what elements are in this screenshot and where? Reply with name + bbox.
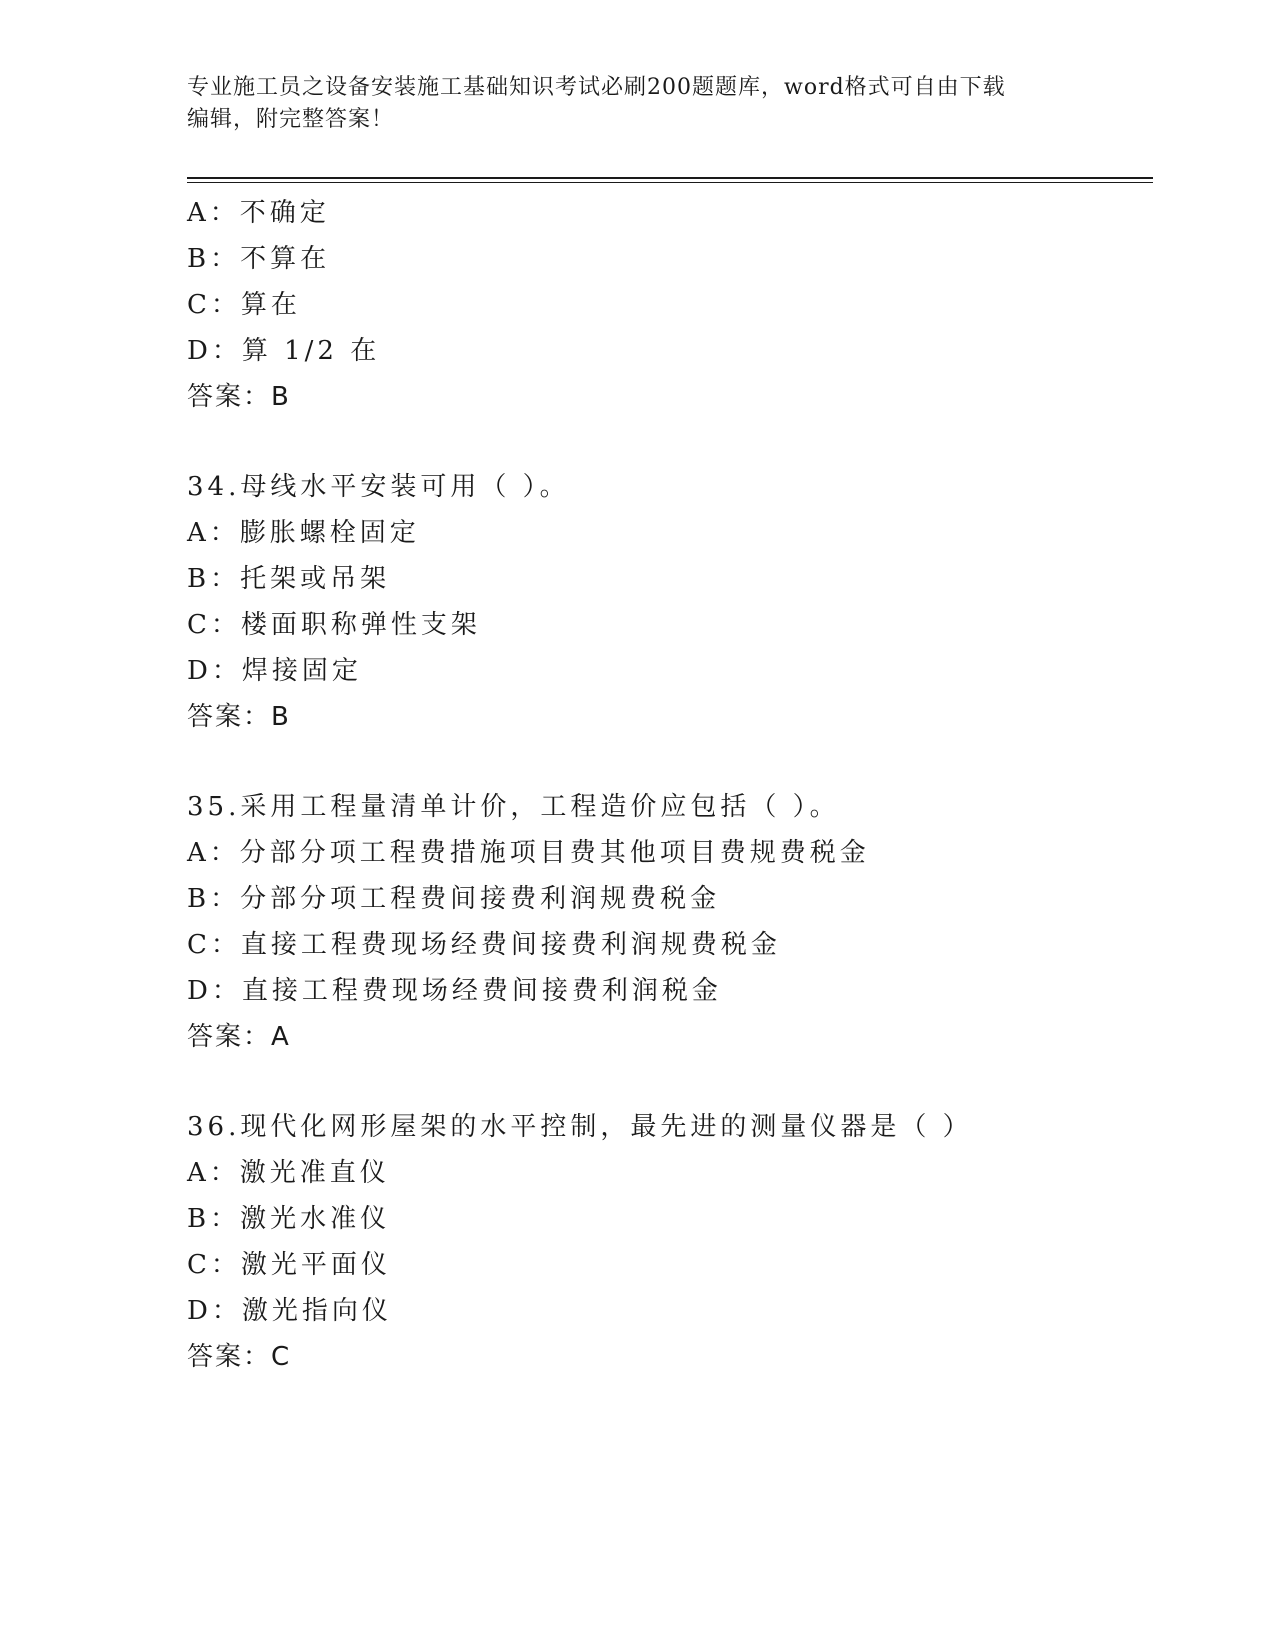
q36-option-a: A：激光准直仪: [187, 1158, 390, 1188]
document-header: [187, 72, 1067, 136]
q35-option-a: A：分部分项工程费措施项目费其他项目费规费税金: [187, 838, 870, 868]
q34-option-d: D：焊接固定: [187, 656, 362, 686]
q34-option-a: A：膨胀螺栓固定: [187, 518, 420, 548]
q34-option-c: C：楼面职称弹性支架: [187, 610, 481, 640]
question-33-block: [187, 190, 1153, 420]
q35-answer: 答案：A: [187, 1022, 291, 1052]
q33-answer: 答案：B: [187, 382, 291, 412]
q35-option-c: C：直接工程费现场经费间接费利润规费税金: [187, 930, 781, 960]
q35-option-d: D：直接工程费现场经费间接费利润税金: [187, 976, 722, 1006]
question-34-block: [187, 464, 1153, 740]
q33-option-d: D：算 1/2 在: [187, 336, 381, 366]
header-line-2: 编辑，附完整答案！: [187, 107, 395, 132]
q35-question: 35.采用工程量清单计价，工程造价应包括（ ）。: [187, 792, 840, 822]
q33-option-a: A：不确定: [187, 198, 330, 228]
q36-option-b: B：激光水准仪: [187, 1204, 391, 1234]
q34-option-b: B：托架或吊架: [187, 564, 391, 594]
header-divider-thin: [187, 182, 1153, 183]
header-line-1: 专业施工员之设备安装施工基础知识考试必刷200题题库，word格式可自由下载: [187, 75, 1006, 100]
q33-option-c: C：算在: [187, 290, 301, 320]
header-divider-thick: [187, 177, 1153, 179]
spacer: [187, 1060, 1153, 1104]
q36-question: 36.现代化网形屋架的水平控制，最先进的测量仪器是（ ）: [187, 1112, 973, 1142]
spacer: [187, 420, 1153, 464]
q34-answer: 答案：B: [187, 702, 291, 732]
question-36-block: [187, 1104, 1153, 1380]
question-35-block: [187, 784, 1153, 1060]
q34-question: 34.母线水平安装可用（ ）。: [187, 472, 570, 502]
q36-option-c: C：激光平面仪: [187, 1250, 391, 1280]
q36-answer: 答案：C: [187, 1342, 292, 1372]
q36-option-d: D：激光指向仪: [187, 1296, 392, 1326]
q33-option-b: B：不算在: [187, 244, 331, 274]
spacer: [187, 740, 1153, 784]
question-list: [187, 190, 1153, 1380]
q35-option-b: B：分部分项工程费间接费利润规费税金: [187, 884, 721, 914]
